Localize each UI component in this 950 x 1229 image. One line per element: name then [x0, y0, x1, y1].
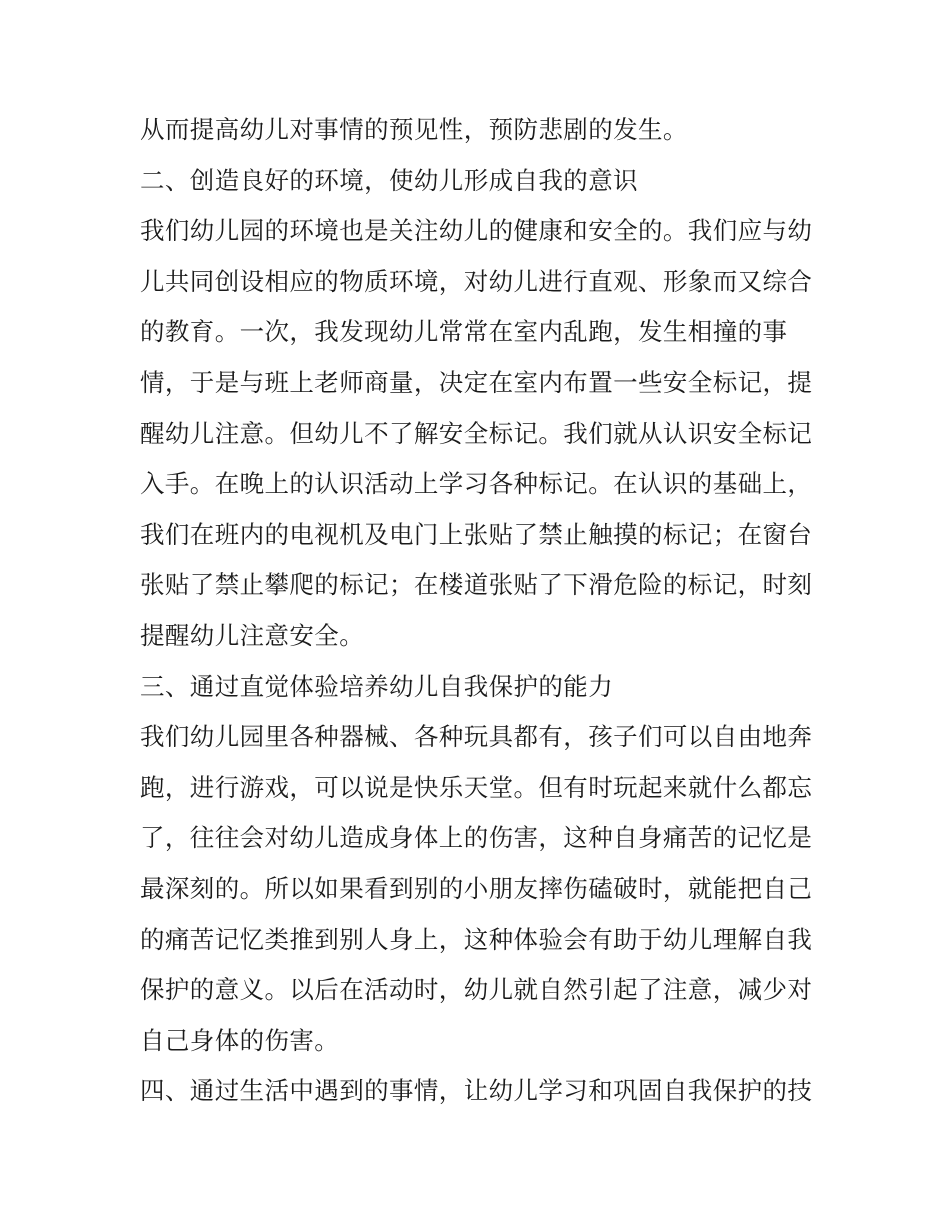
text-line: 跑，进行游戏，可以说是快乐天堂。但有时玩起来就什么都忘 — [140, 772, 813, 802]
document-text — [140, 105, 812, 1117]
text-line: 自己身体的伤害。 — [140, 1025, 340, 1055]
text-line: 我们在班内的电视机及电门上张贴了禁止触摸的标记；在窗台 — [140, 519, 813, 549]
text-line: 从而提高幼儿对事情的预见性，预防悲剧的发生。 — [140, 115, 688, 144]
text-line: 的痛苦记忆类推到别人身上，这种体验会有助于幼儿理解自我 — [140, 924, 813, 954]
text-line: 了，往往会对幼儿造成身体上的伤害，这种自身痛苦的记忆是 — [140, 823, 813, 853]
text-line: 入手。在晚上的认识活动上学习各种标记。在认识的基础上， — [140, 469, 813, 499]
section-heading-4: 四、通过生活中遇到的事情，让幼儿学习和巩固自我保护的技 — [140, 1076, 813, 1106]
text-line: 醒幼儿注意。但幼儿不了解安全标记。我们就从认识安全标记 — [140, 418, 813, 448]
text-line: 情，于是与班上老师商量，决定在室内布置一些安全标记，提 — [140, 367, 813, 397]
text-line: 最深刻的。所以如果看到别的小朋友摔伤磕破时，就能把自己 — [140, 873, 813, 903]
text-line: 保护的意义。以后在活动时，幼儿就自然引起了注意，减少对 — [140, 975, 813, 1005]
text-line: 张贴了禁止攀爬的标记；在楼道张贴了下滑危险的标记，时刻 — [140, 570, 813, 600]
text-line: 儿共同创设相应的物质环境，对幼儿进行直观、形象而又综合 — [140, 266, 813, 296]
section-heading-3: 三、通过直觉体验培养幼儿自我保护的能力 — [140, 671, 614, 701]
text-line: 我们幼儿园的环境也是关注幼儿的健康和安全的。我们应与幼 — [140, 216, 813, 246]
text-line: 提醒幼儿注意安全。 — [140, 620, 365, 650]
section-heading-2: 二、创造良好的环境，使幼儿形成自我的意识 — [140, 165, 638, 195]
text-line: 的教育。一次，我发现幼儿常常在室内乱跑，发生相撞的事 — [140, 317, 788, 347]
text-line: 我们幼儿园里各种器械、各种玩具都有，孩子们可以自由地奔 — [140, 722, 813, 752]
